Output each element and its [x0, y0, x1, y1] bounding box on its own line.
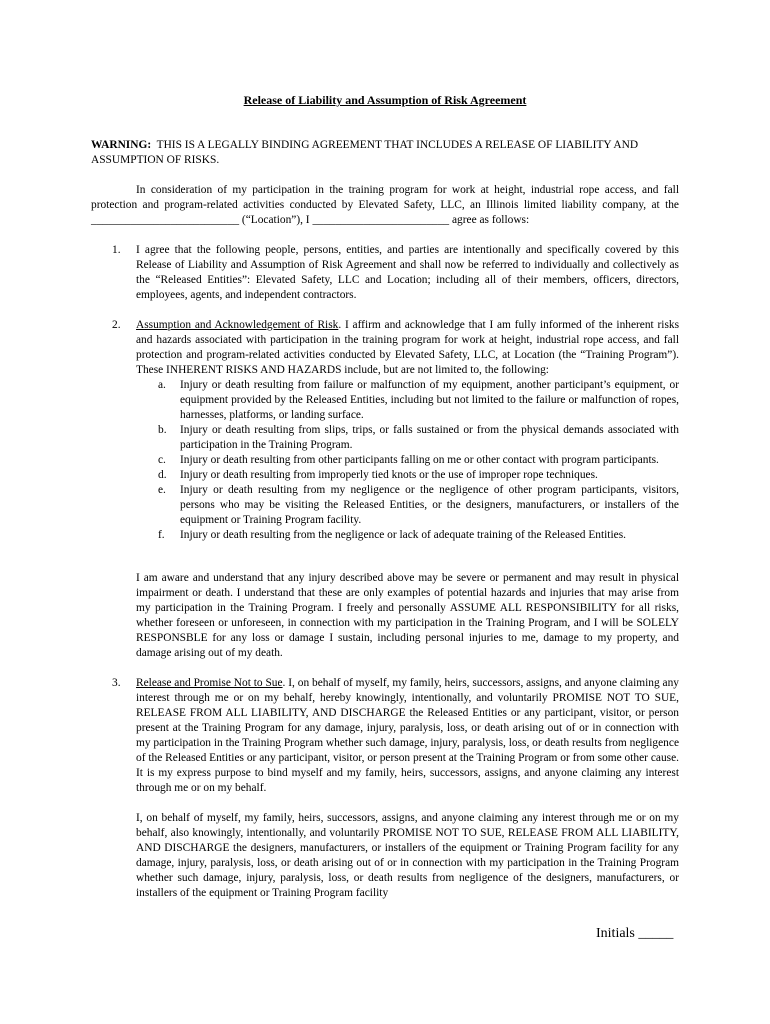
risk-item — [136, 468, 679, 483]
warning-label: WARNING: — [91, 139, 152, 151]
risk-item — [136, 483, 679, 528]
risk-letter: c. — [158, 454, 166, 466]
clause-number: 1. — [112, 244, 121, 256]
risk-text: Injury or death resulting from failure or malfunction of my equipment, another participant’s equipment, or equipment provided by the Released Entities, including but not limited to the failure or malfunction of ropes, harnesses, platforms, or landing surface. — [180, 379, 679, 421]
warning-text: THIS IS A LEGALLY BINDING AGREEMENT THAT INCLUDES A RELEASE OF LIABILITY AND ASSUMPTION OF RISKS. — [91, 139, 639, 166]
clause-2-closing-text: I am aware and understand that any injury described above may be severe or permanent and may result in physical impairment or death. I understand that these are only examples of potential hazards and injuries that may arise from my participation in the Training Program. I freely and personally ASSUME ALL RESPONSIBILITY for all risks, whether foreseen or unforeseen, in connection with my participation in the Training Program, and I will be SOLELY RESPONSBLE for any loss or damage I sustain, including personal injuries to me, damage to my property, and damage arising out of my death. — [136, 572, 679, 659]
risk-text: Injury or death resulting from other participants falling on me or other contact with program participants. — [180, 454, 659, 466]
clause-1-text: I agree that the following people, persons, entities, and parties are intentionally and specifically covered by this Release of Liability and Assumption of Risk Agreement and shall now be referred to individually and collectively as the “Released Entities”: Elevated Safety, LLC and Location; including all of their members, officers, directors, employees, agents, and independent contractors. — [136, 244, 679, 301]
risk-letter: e. — [158, 484, 166, 496]
intro-paragraph: In consideration of my participation in the training program for work at height, industrial rope access, and fall protection and program-related activities conducted by Elevated Safety, LLC, an Illinois limited liability company, at the __________________________ (“Location”), I ________________________ agree as follows: — [91, 184, 679, 226]
risk-text: Injury or death resulting from my negligence or the negligence of other program participants, visitors, persons who may be visiting the Released Entities, or the designers, manufacturers, or installers of the equipment or Training Program facility. — [180, 484, 679, 526]
risk-text: Injury or death resulting from slips, trips, or falls sustained or from the physical demands associated with participation in the Training Program. — [180, 424, 679, 451]
risk-list — [136, 378, 679, 543]
risk-item — [136, 453, 679, 468]
risk-text: Injury or death resulting from the negligence or lack of adequate training of the Released Entities. — [180, 529, 626, 541]
clause-2-heading: Assumption and Acknowledgement of Risk — [136, 319, 339, 331]
clause-2-intro — [136, 318, 679, 378]
document-title: Release of Liability and Assumption of Risk Agreement — [243, 93, 527, 107]
warning-notice — [91, 138, 679, 168]
clause-2-body — [136, 318, 679, 543]
risk-letter: d. — [158, 469, 167, 481]
risk-item — [136, 378, 679, 423]
initials-field[interactable]: Initials _____ — [596, 926, 674, 941]
risk-item — [136, 528, 679, 543]
risk-letter: b. — [158, 424, 167, 436]
clause-3-para-1 — [136, 676, 679, 796]
risk-text: Injury or death resulting from improperly tied knots or the use of improper rope techniques. — [180, 469, 598, 481]
clause-3-para-2: I, on behalf of myself, my family, heirs, successors, assigns, and anyone claiming any interest through me or on my behalf, also knowingly, intentionally, and voluntarily PROMISE NOT TO SUE, RELEASE FROM ALL LIABILITY, AND DISCHARGE the designers, manufacturers, or installers of the equipment or Training Program facility for any damage, injury, paralysis, loss, or death arising out of or in connection with my participation in the Training Program whether such damage, injury, paralysis, loss, or death results from negligence of the designers, manufacturers, or installers of the equipment or Training Program facility — [136, 812, 679, 899]
clause-number: 2. — [112, 319, 121, 331]
clause-3-heading: Release and Promise Not to Sue — [136, 677, 283, 689]
clause-2-text: . I affirm and acknowledge that I am fully informed of the inherent risks and hazards associated with participation in the training program for work at height, industrial rope access, and fall protection and program-related activities conducted by Elevated Safety, LLC, at Location (the “Training Program”). These INHERENT RISKS AND HAZARDS include, but are not limited to, the following: — [136, 319, 680, 376]
clause-3-body — [136, 676, 679, 901]
risk-letter: a. — [158, 379, 166, 391]
risk-letter: f. — [158, 529, 165, 541]
risk-item — [136, 423, 679, 453]
clause-number: 3. — [112, 677, 121, 689]
clause-3-text: . I, on behalf of myself, my family, heirs, successors, assigns, and anyone claiming any interest through me or on my behalf, hereby knowingly, intentionally, and voluntarily PROMISE NOT TO SUE, RELEASE FROM ALL LIABILITY, AND DISCHARGE the Released Entities or any participant, visitor, or person present at the Training Program for any damage, injury, paralysis, loss, or death arising out of or in connection with my participation in the Training Program whether such damage, injury, paralysis, loss, or death results from negligence of the Released Entities or any participant, visitor, or person present at the Training Program or from some other cause. It is my express purpose to bind myself and my family, heirs, successors, assigns, and anyone claiming any interest through me or on my behalf. — [136, 677, 679, 794]
